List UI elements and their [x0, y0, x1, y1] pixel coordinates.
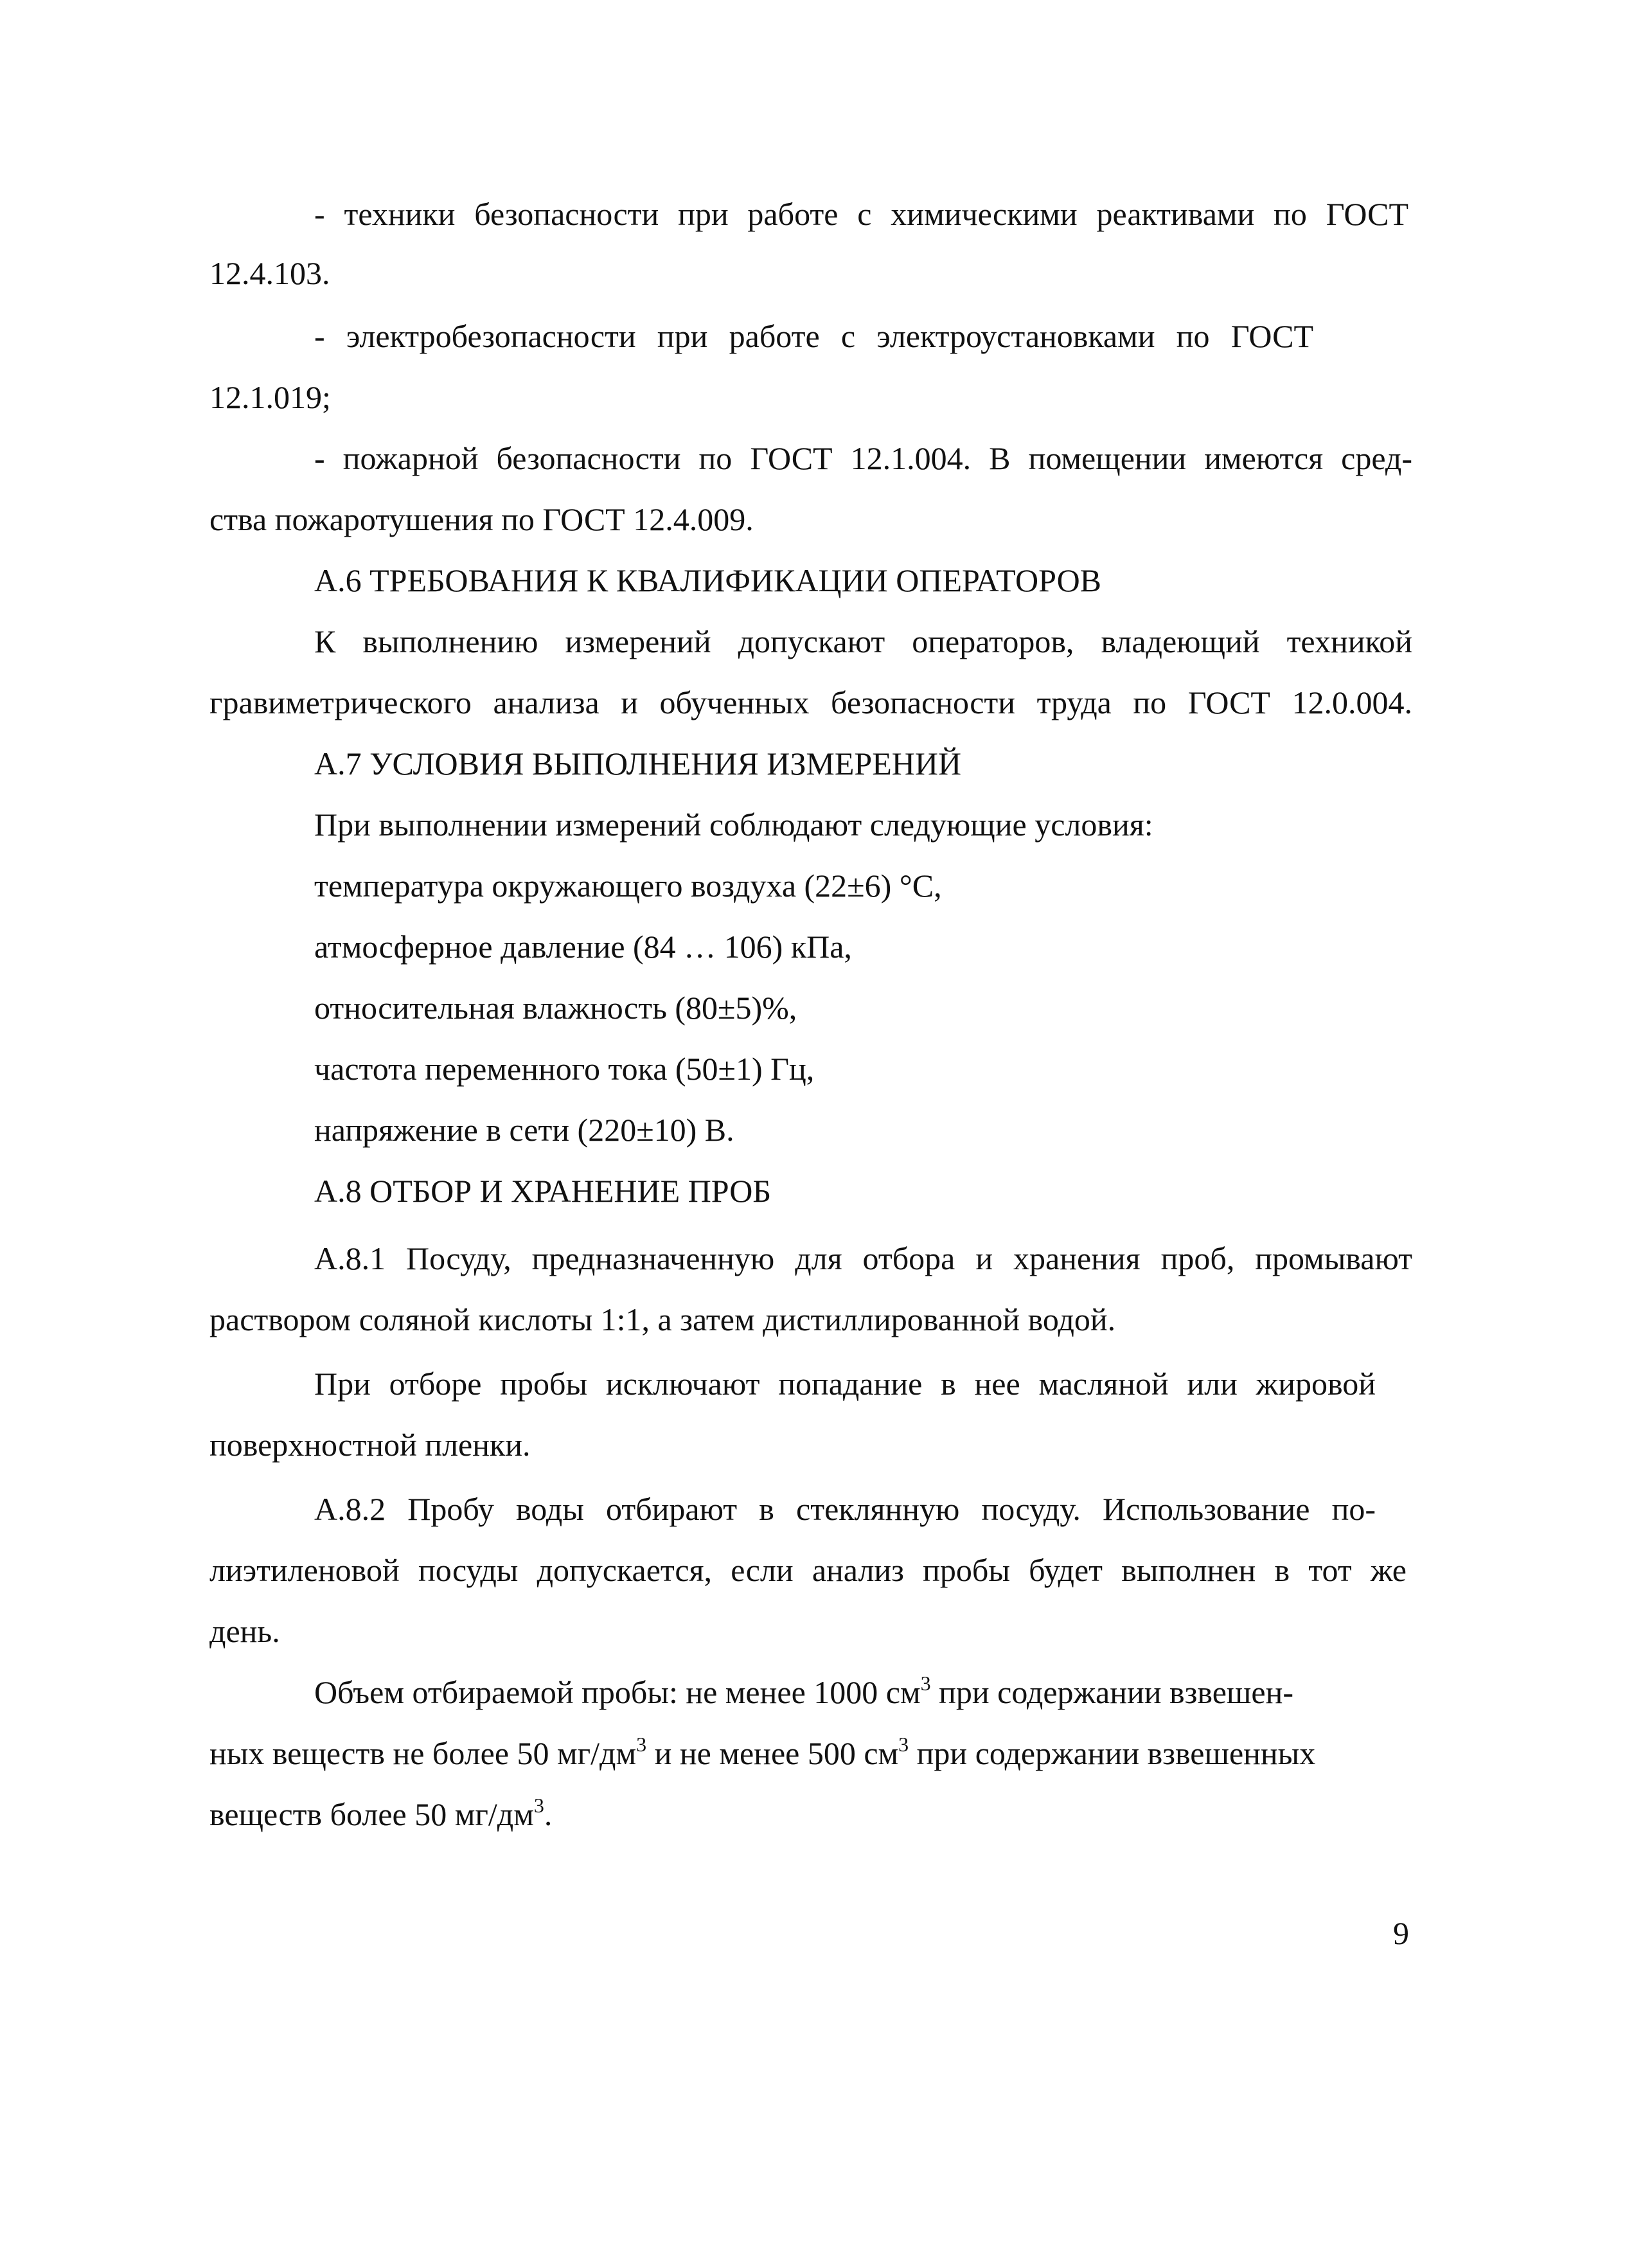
superscript: 3: [533, 1794, 544, 1817]
text-line: - техники безопасности при работе с химическими реактивами по ГОСТ: [314, 196, 1408, 232]
text-fragment: при содержании взвешен-: [930, 1674, 1293, 1710]
section-heading: А.6 ТРЕБОВАНИЯ К КВАЛИФИКАЦИИ ОПЕРАТОРОВ: [314, 562, 1102, 598]
text-line: При выполнении измерений соблюдают следующие условия:: [314, 807, 1153, 843]
text-line: При отборе пробы исключают попадание в нее масляной или жировой: [314, 1366, 1376, 1402]
text-line: А.8.1 Посуду, предназначенную для отбора и хранения проб, промывают: [314, 1240, 1412, 1276]
text-line: [209, 1795, 552, 1834]
text-line: 12.4.103.: [209, 255, 330, 291]
text-fragment: ных веществ не более 50 мг/дм: [209, 1735, 637, 1771]
text-line: ства пожаротушения по ГОСТ 12.4.009.: [209, 501, 754, 537]
text-fragment: при содержании взвешенных: [909, 1735, 1316, 1771]
text-line: поверхностной пленки.: [209, 1427, 531, 1463]
text-fragment: и не менее 500 см: [646, 1735, 899, 1771]
text-line: гравиметрического анализа и обученных безопасности труда по ГОСТ 12.0.004.: [209, 684, 1412, 720]
superscript: 3: [920, 1672, 931, 1695]
text-line: раствором соляной кислоты 1:1, а затем дистиллированной водой.: [209, 1301, 1116, 1337]
text-line: частота переменного тока (50±1) Гц,: [314, 1051, 815, 1087]
text-line: температура окружающего воздуха (22±6) °С,: [314, 868, 942, 904]
text-fragment: Объем отбираемой пробы: не менее 1000 см: [314, 1674, 921, 1710]
text-line: [209, 1734, 1315, 1772]
text-line: А.8.2 Пробу воды отбирают в стеклянную посуду. Использование по-: [314, 1491, 1376, 1527]
text-line: 12.1.019;: [209, 379, 331, 415]
superscript: 3: [898, 1733, 909, 1756]
text-fragment: .: [544, 1796, 553, 1832]
text-line: К выполнению измерений допускают операторов, владеющий техникой: [314, 623, 1412, 659]
text-line: - электробезопасности при работе с электроустановками по ГОСТ: [314, 318, 1313, 354]
text-line: напряжение в сети (220±10) В.: [314, 1112, 734, 1148]
superscript: 3: [636, 1733, 647, 1756]
text-fragment: веществ более 50 мг/дм: [209, 1796, 534, 1832]
section-heading: А.8 ОТБОР И ХРАНЕНИЕ ПРОБ: [314, 1173, 772, 1209]
text-line: лиэтиленовой посуды допускается, если анализ пробы будет выполнен в тот же: [209, 1552, 1407, 1588]
text-line: день.: [209, 1613, 280, 1649]
text-line: относительная влажность (80±5)%,: [314, 990, 797, 1026]
text-line: атмосферное давление (84 … 106) кПа,: [314, 929, 852, 965]
page-number: 9: [1393, 1915, 1409, 1951]
section-heading: А.7 УСЛОВИЯ ВЫПОЛНЕНИЯ ИЗМЕРЕНИЙ: [314, 746, 962, 781]
text-line: - пожарной безопасности по ГОСТ 12.1.004. В помещении имеются сред-: [314, 440, 1412, 476]
text-line: [314, 1673, 1293, 1711]
